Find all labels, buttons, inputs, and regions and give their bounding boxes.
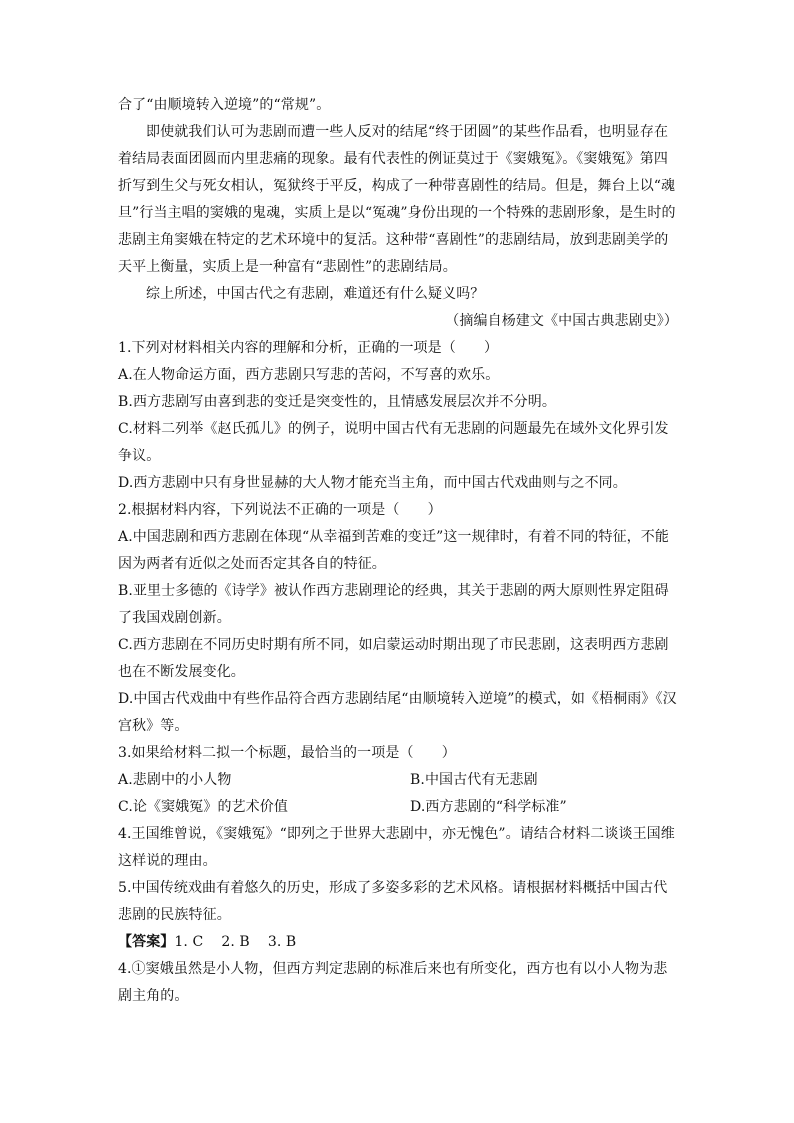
question-option: C.西方悲剧在不同历史时期有所不同，如启蒙运动时期出现了市民悲剧，这表明西方悲剧也在不断发展变化。 <box>118 637 669 680</box>
question-stem: 4.王国维曾说，《窦娥冤》“即列之于世界大悲剧中，亦无愧色”。请结合材料二谈谈王国维这样说的理由。 <box>118 826 675 869</box>
answer-line <box>118 929 678 956</box>
question-4 <box>118 821 678 875</box>
question-option: B.西方悲剧写由喜到悲的变迁是突变性的，且情感发展层次并不分明。 <box>118 394 556 410</box>
question-option: D.中国古代戏曲中有些作品符合西方悲剧结尾“由顺境转入逆境”的模式，如《梧桐雨》《汉宫秋》等。 <box>118 691 677 734</box>
question-stem: 1.下列对材料相关内容的理解和分析，正确的一项是（ ） <box>118 340 499 356</box>
question-option: A.悲剧中的小人物 <box>118 772 232 788</box>
question-option: B.亚里士多德的《诗学》被认作西方悲剧理论的经典，其关于悲剧的两大原则性界定阻碍了我国戏剧创新。 <box>118 583 669 626</box>
question-option: D.西方悲剧中只有身世显赫的大人物才能充当主角，而中国古代戏曲则与之不同。 <box>118 475 627 491</box>
question-2 <box>118 497 678 740</box>
source-citation: （摘编自杨建文《中国古典悲剧史》） <box>445 313 678 329</box>
question-option: B.中国古代有无悲剧 <box>410 772 538 788</box>
answer-1: 1. C <box>174 934 204 950</box>
answer-section <box>118 929 678 1010</box>
question-3 <box>118 740 678 821</box>
question-option: C.材料二列举《赵氏孤儿》的例子，说明中国古代有无悲剧的问题最先在域外文化界引发争议。 <box>118 421 669 464</box>
question-option: A.在人物命运方面，西方悲剧只写悲的苦闷，不写喜的欢乐。 <box>118 367 500 383</box>
question-5 <box>118 875 678 929</box>
paragraph: 即使就我们认可为悲剧而遭一些人反对的结尾“终于团圆”的某些作品看，也明显存在着结局表面团圆而内里悲痛的现象。最有代表性的例证莫过于《窦娥冤》。《窦娥冤》第四折写到生父与死女相认，冤狱终于平反，构成了一种带喜剧性的结局。但是，舞台上以“魂旦”行当主唱的窦娥的鬼魂，实质上是以“冤魂”身份出现的一个特殊的悲剧形象，是生时的悲剧主角窦娥在特定的艺术环境中的复活。这种带“喜剧性”的悲剧结局，放到悲剧美学的天平上衡量，实质上是一种富有“悲剧性”的悲剧结局。 <box>118 124 676 275</box>
answer-label: 【答案】 <box>118 934 175 950</box>
question-stem: 2.根据材料内容，下列说法不正确的一项是（ ） <box>118 502 442 518</box>
answer-3: 3. B <box>267 934 297 950</box>
question-stem: 5.中国传统戏曲有着悠久的历史，形成了多姿多彩的艺术风格。请根据材料概括中国古代悲剧的民族特征。 <box>118 880 668 923</box>
text-line: 合了“由顺境转入逆境”的“常规”。 <box>118 97 331 113</box>
question-option: C.论《窦娥冤》的艺术价值 <box>118 799 288 815</box>
answer-2: 2. B <box>221 934 250 950</box>
question-options-grid <box>118 767 678 821</box>
question-option: A.中国悲剧和西方悲剧在体现“从幸福到苦难的变迁”这一规律时，有着不同的特征，不能因为两者有近似之处而否定其各自的特征。 <box>118 529 669 572</box>
answer-4-text: 4.①窦娥虽然是小人物，但西方判定悲剧的标准后来也有所变化，西方也有以小人物为悲剧主角的。 <box>118 961 668 1004</box>
question-option: D.西方悲剧的“科学标准” <box>410 799 567 815</box>
question-1 <box>118 335 678 497</box>
paragraph: 综上所述，中国古代之有悲剧，难道还有什么疑义吗？ <box>146 286 485 302</box>
question-stem: 3.如果给材料二拟一个标题，最恰当的一项是（ ） <box>118 745 456 761</box>
document-content <box>118 92 678 1010</box>
